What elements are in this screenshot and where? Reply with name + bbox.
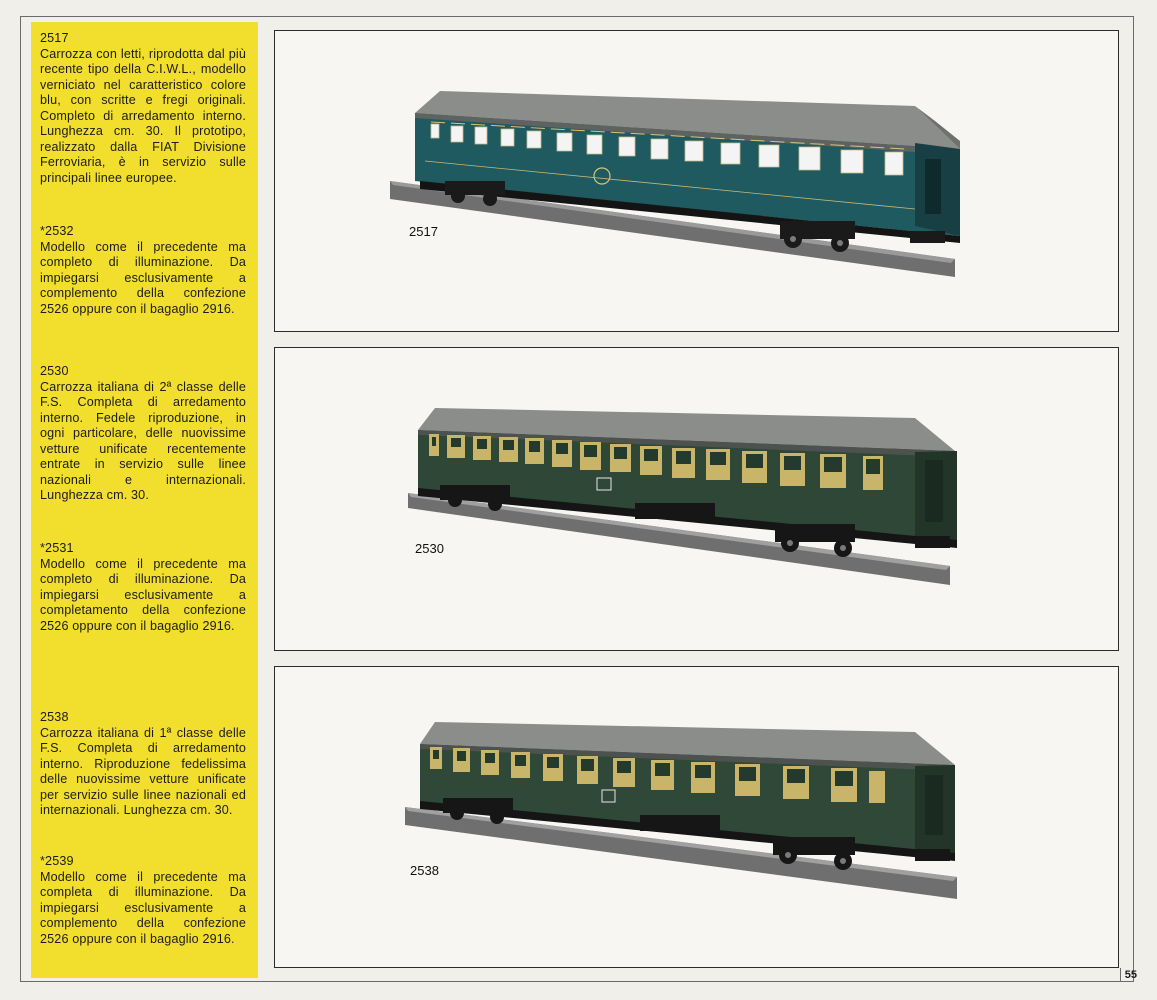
- photo-panel-2517: [274, 30, 1119, 332]
- page-number: 55: [1120, 968, 1137, 982]
- entry-code: *2531: [40, 541, 74, 555]
- photo-caption: 2530: [415, 541, 444, 556]
- photo-caption: 2538: [410, 863, 439, 878]
- entry-code: 2517: [40, 31, 69, 45]
- ciwl-sleeping-car-illustration: [275, 31, 1118, 331]
- entry-2530: [40, 364, 246, 504]
- entry-description: Carrozza italiana di 2ª classe delle F.S. Completa di arredamento interno. Fedele riproduzione, in ogni particolare, delle nuovissime vetture unificate recentemente entrate in servizio sulle linee nazionali e internazionali. Lunghezza cm. 30.: [40, 379, 246, 502]
- entry-code: *2539: [40, 854, 74, 868]
- entry-description: Modello come il precedente ma completo di illuminazione. Da impiegarsi esclusivamente a completamento della confezione 2526 oppure con il bagaglio 2916.: [40, 556, 246, 633]
- entry-2517: [40, 31, 246, 186]
- entry-description: Modello come il precedente ma completa di illuminazione. Da impiegarsi esclusivamente a complemento della confezione 2526 oppure con il bagaglio 2916.: [40, 869, 246, 946]
- entry-2539: [40, 854, 246, 947]
- entry-2538: [40, 710, 246, 819]
- fs-second-class-coach-illustration: [275, 348, 1118, 650]
- entry-2531: [40, 541, 246, 634]
- photo-caption: 2517: [409, 224, 438, 239]
- entry-description: Modello come il precedente ma completo di illuminazione. Da impiegarsi esclusivamente a complemento della confezione 2526 oppure con il bagaglio 2916.: [40, 239, 246, 316]
- photo-panel-2538: [274, 666, 1119, 968]
- fs-first-class-coach-illustration: [275, 667, 1118, 967]
- description-column: [31, 22, 258, 978]
- entry-description: Carrozza italiana di 1ª classe delle F.S. Completa di arredamento interno. Riproduzione fedelissima delle nuovissime vetture unificate per servizio sulle linee nazionali ed internazionali. Lunghezza cm. 30.: [40, 725, 246, 817]
- entry-code: 2538: [40, 710, 69, 724]
- photo-panel-2530: [274, 347, 1119, 651]
- entry-code: 2530: [40, 364, 69, 378]
- entry-code: *2532: [40, 224, 74, 238]
- entry-description: Carrozza con letti, riprodotta dal più recente tipo della C.I.W.L., modello verniciato nel caratteristico colore blu, con scritte e fregi originali. Completo di arredamento interno. Lunghezza cm. 30. Il prototipo, realizzato dalla FIAT Divisione Ferroviaria, è in servizio sulle principali linee europee.: [40, 46, 246, 185]
- entry-2532: [40, 224, 246, 317]
